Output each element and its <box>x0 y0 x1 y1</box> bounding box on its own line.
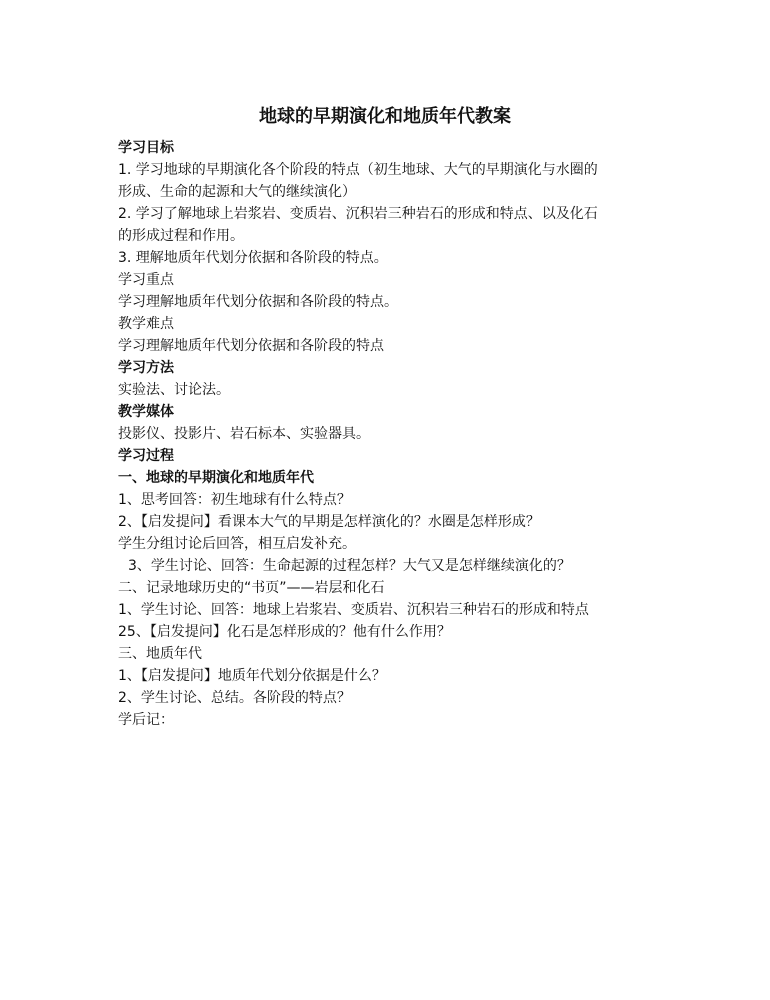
text-line: 学习理解地质年代划分依据和各阶段的特点。 <box>118 294 398 310</box>
text-line: 二、记录地球历史的“书页”——岩层和化石 <box>118 580 385 596</box>
text-line: 实验法、讨论法。 <box>118 382 230 398</box>
text-line: 1、思考回答：初生地球有什么特点？ <box>118 492 351 508</box>
text-line: 2. 学习了解地球上岩浆岩、变质岩、沉积岩三种岩石的形成和特点、以及化石 <box>118 206 598 222</box>
text-line: 学生分组讨论后回答，相互启发补充。 <box>118 536 356 552</box>
text-line: 1. 学习地球的早期演化各个阶段的特点（初生地球、大气的早期演化与水圈的 <box>118 162 598 178</box>
text-line: 教学难点 <box>118 316 174 332</box>
text-line: 投影仪、投影片、岩石标本、实验器具。 <box>118 426 370 442</box>
text-line: 2、学生讨论、总结。各阶段的特点？ <box>118 690 351 706</box>
text-line: 3. 理解地质年代划分依据和各阶段的特点。 <box>118 250 388 266</box>
text-line: 学习重点 <box>118 272 174 288</box>
text-line: 3、学生讨论、回答：生命起源的过程怎样？大气又是怎样继续演化的？ <box>128 558 571 574</box>
document-title: 地球的早期演化和地质年代教案 <box>259 106 511 127</box>
text-line: 2、【启发提问】看课本大气的早期是怎样演化的？水圈是怎样形成？ <box>118 514 540 530</box>
text-line: 形成、生命的起源和大气的继续演化） <box>118 184 356 200</box>
text-line: 25、【启发提问】化石是怎样形成的？他有什么作用？ <box>118 624 451 640</box>
text-line: 学习目标 <box>118 140 174 156</box>
text-line: 学习过程 <box>118 448 174 464</box>
text-line: 的形成过程和作用。 <box>118 228 244 244</box>
text-line: 学后记： <box>118 712 174 728</box>
document-body <box>118 137 678 731</box>
text-line: 1、学生讨论、回答：地球上岩浆岩、变质岩、沉积岩三种岩石的形成和特点 <box>118 602 589 618</box>
text-line: 一、地球的早期演化和地质年代 <box>118 470 314 486</box>
text-line: 1、【启发提问】地质年代划分依据是什么？ <box>118 668 386 684</box>
text-line: 学习理解地质年代划分依据和各阶段的特点 <box>118 338 384 354</box>
text-line: 三、地质年代 <box>118 646 202 662</box>
text-line: 教学媒体 <box>118 404 174 420</box>
text-line: 学习方法 <box>118 360 174 376</box>
